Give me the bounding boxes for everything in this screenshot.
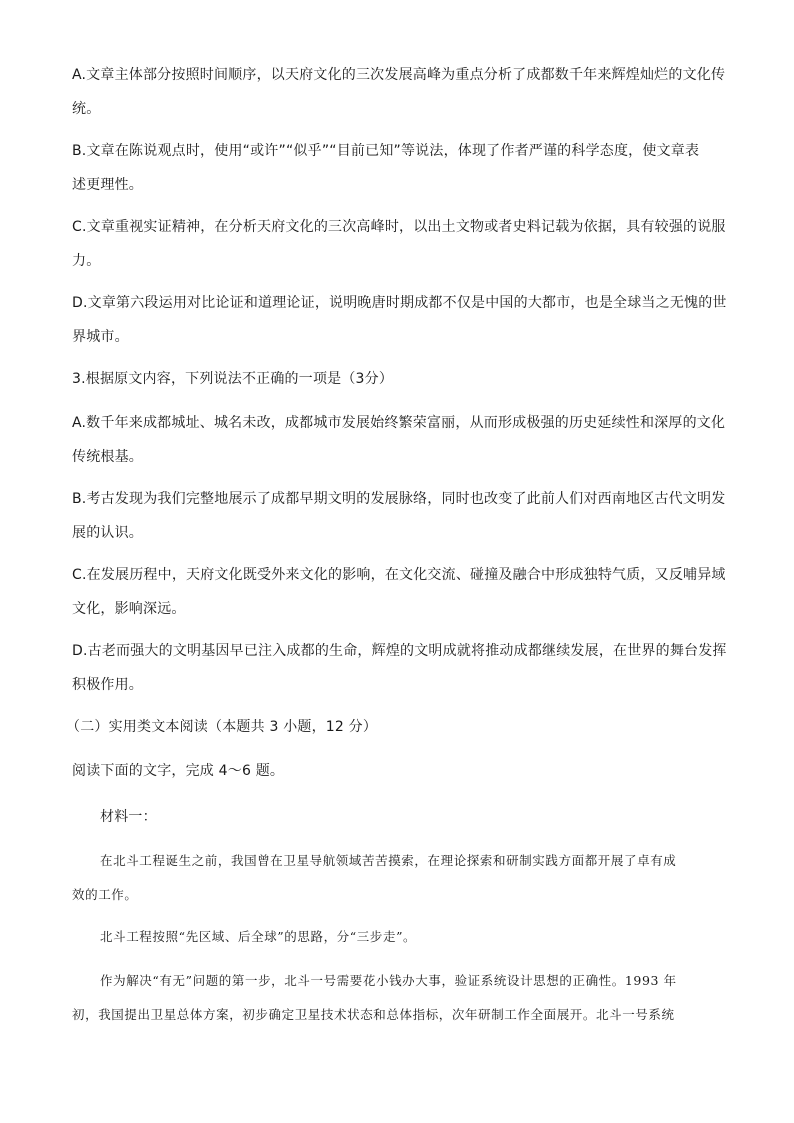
material-p1-line-2: 效的工作。 (72, 887, 138, 902)
section-instruction-text: 阅读下面的文字，完成 4～6 题。 (72, 763, 285, 779)
material-p3-line-2: 初，我国提出卫星总体方案，初步确定卫星技术状态和总体指标，次年研制工作全面展开。北斗一号系统 (72, 1007, 675, 1022)
q2-option-c-line-1: C.文章重视实证精神，在分析天府文化的三次高峰时，以出土文物或者史料记载为依据，具有较强的说服 (72, 219, 726, 235)
section-instruction (72, 754, 722, 788)
q3-option-c (72, 558, 726, 626)
q3-option-d (72, 634, 727, 702)
q3-option-a-line-1: A.数千年来成都城址、城名未改，成都城市发展始终繁荣富丽，从而形成极强的历史延续性和深厚的文化 (72, 415, 726, 431)
section-heading (66, 710, 716, 744)
q2-option-a (72, 58, 726, 126)
q3-option-a-line-2: 传统根基。 (72, 449, 143, 465)
q3-option-c-line-1: C.在发展历程中，天府文化既受外来文化的影响，在文化交流、碰撞及融合中形成独特气质，又反哺异域 (72, 567, 726, 583)
material-p1-line-1: 在北斗工程诞生之前，我国曾在卫星导航领域苦苦摸索，在理论探索和研制实践方面都开展了卓有成 (100, 853, 677, 868)
q3-option-c-line-2: 文化，影响深远。 (72, 601, 186, 617)
material-paragraph-3 (72, 964, 722, 1032)
q2-option-b-line-2: 述更理性。 (72, 177, 143, 193)
material-label (100, 800, 750, 834)
q2-option-d-line-1: D.文章第六段运用对比论证和道理论证，说明晚唐时期成都不仅是中国的大都市，也是全球当之无愧的世 (72, 295, 727, 311)
q3-option-d-line-1: D.古老而强大的文明基因早已注入成都的生命，辉煌的文明成就将推动成都继续发展，在世界的舞台发挥 (72, 643, 727, 659)
q3-option-b (72, 482, 726, 550)
q2-option-b (72, 134, 722, 202)
q2-option-d (72, 286, 727, 354)
q2-option-a-line-2: 统。 (72, 101, 101, 117)
q3-option-b-line-2: 展的认识。 (72, 525, 143, 541)
q3-option-a (72, 406, 726, 474)
q2-option-a-line-1: A.文章主体部分按照时间顺序，以天府文化的三次发展高峰为重点分析了成都数千年来辉煌灿烂的文化传 (72, 67, 726, 83)
material-label-text: 材料一： (100, 809, 157, 825)
q3-option-d-line-2: 积极作用。 (72, 677, 143, 693)
q3-option-b-line-1: B.考古发现为我们完整地展示了成都早期文明的发展脉络，同时也改变了此前人们对西南地区古代文明发 (72, 491, 726, 507)
q2-option-d-line-2: 界城市。 (72, 329, 129, 345)
material-p2-line-1: 北斗工程按照“先区域、后全球”的思路，分“三步走”。 (100, 929, 417, 944)
q2-option-c-line-2: 力。 (72, 253, 101, 269)
q3-stem-text: 3.根据原文内容，下列说法不正确的一项是（3分） (72, 371, 394, 387)
material-paragraph-1 (72, 844, 722, 912)
q2-option-b-line-1: B.文章在陈说观点时，使用“或许”“似乎”“目前已知”等说法，体现了作者严谨的科学态度，使文章表 (72, 143, 700, 159)
section-heading-text: （二）实用类文本阅读（本题共 3 小题，12 分） (66, 719, 378, 735)
material-p3-line-1: 作为解决“有无”问题的第一步，北斗一号需要花小钱办大事，验证系统设计思想的正确性。1993 年 (100, 973, 677, 988)
q3-stem (72, 362, 722, 396)
q2-option-c (72, 210, 726, 278)
material-paragraph-2 (72, 920, 722, 954)
